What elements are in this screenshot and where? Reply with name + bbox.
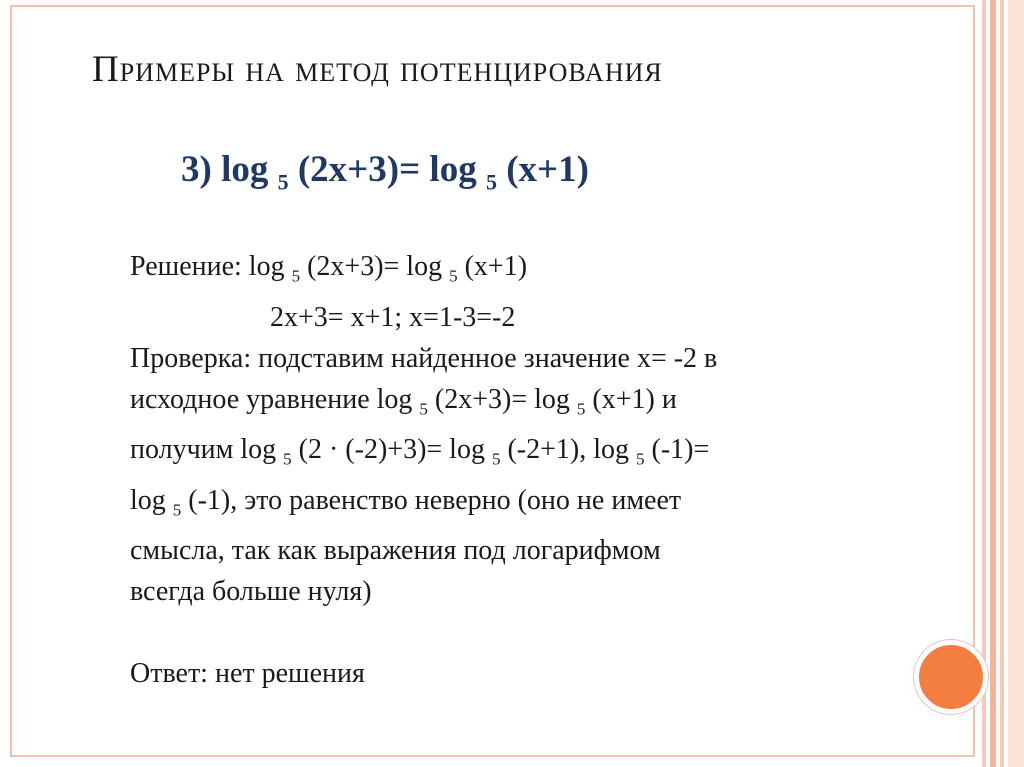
stripe [990, 0, 996, 767]
main-equation [181, 148, 589, 195]
slide-title-text: Примеры на метод потенцирования [92, 49, 663, 90]
equation-prefix: 3) log [181, 149, 269, 190]
equation-left: (2х+3)= log [297, 149, 477, 190]
stripe [982, 0, 986, 767]
decorative-circle-icon [914, 640, 988, 714]
spacer [130, 612, 890, 653]
equation-right: (х+1) [506, 149, 589, 190]
solution-line: Решение: log $_5$ (2х+3)= log $_5$ (х+1) [130, 251, 528, 286]
solution-text [130, 246, 890, 694]
solution-line: 2х+3= х+1; х=1-3=-2 [270, 301, 516, 333]
stripe [1008, 0, 1024, 767]
check-line: исходное уравнение log $_5$ (2х+3)= log $_5$ (х+1) и [130, 383, 677, 419]
slide-title [92, 48, 663, 91]
check-line: получим log $_5$ (2 · (-2)+3)= log $_5$ (-2+1), log $_5$ (-1)= [130, 434, 710, 469]
check-line: log $_5$ (-1), это равенство неверно (оно не имеет [130, 484, 682, 520]
equation-base: 5 [277, 169, 289, 195]
check-line: смысла, так как выражения под логарифмом [130, 535, 661, 567]
check-line: всегда больше нуля) [130, 576, 372, 608]
stripe [1000, 0, 1004, 767]
answer-line: Ответ: нет решения [130, 658, 365, 690]
check-line: Проверка: подставим найденное значение х= -2 в [130, 342, 718, 374]
decorative-stripes [982, 0, 1024, 767]
equation-base: 5 [485, 169, 497, 195]
